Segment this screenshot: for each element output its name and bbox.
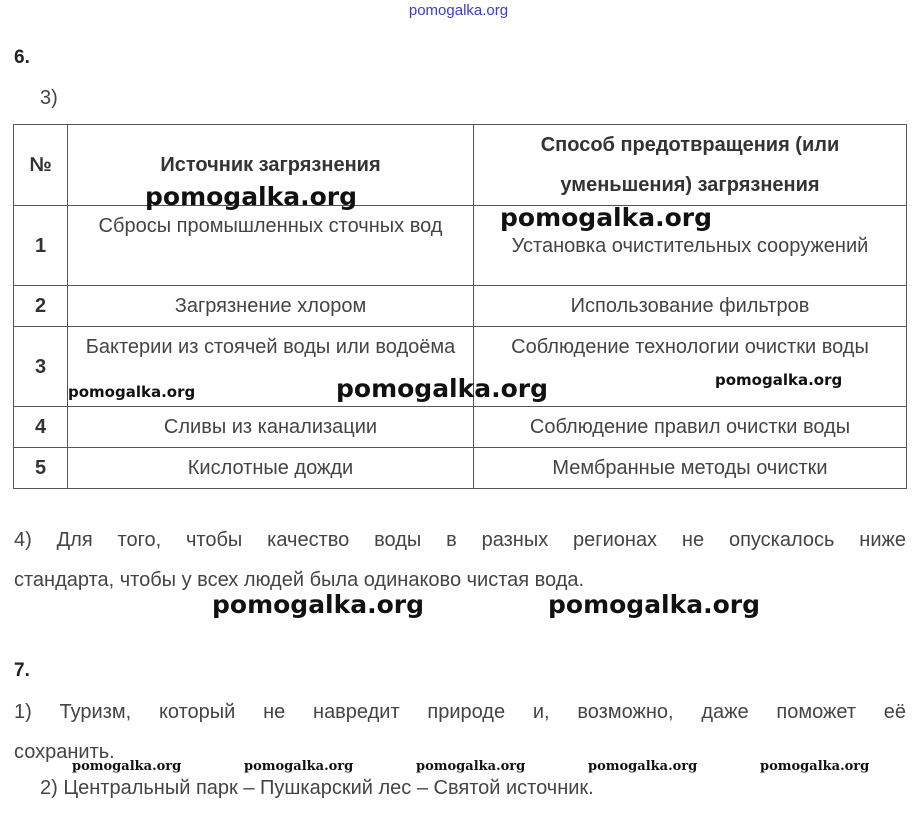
task-6-number: 6. — [14, 47, 30, 68]
row-number: 4 — [14, 407, 68, 448]
watermark: pomogalka.org — [588, 759, 698, 774]
row-number: 1 — [14, 206, 68, 286]
row-method: Установка очистительных сооружений — [474, 206, 907, 286]
row-source: Загрязнение хлором — [68, 286, 474, 327]
task-7-number: 7. — [14, 660, 30, 681]
header-source: Источник загрязнения — [68, 125, 474, 206]
watermark: pomogalka.org — [500, 203, 713, 232]
watermark: pomogalka.org — [244, 759, 354, 774]
table-row — [14, 206, 907, 286]
watermark: pomogalka.org — [72, 759, 182, 774]
watermark: pomogalka.org — [68, 383, 196, 401]
row-source: Кислотные дожди — [68, 448, 474, 489]
header-number: № — [14, 125, 68, 206]
task-7-sub-1-line-2: сохранить. — [14, 741, 115, 763]
row-number: 5 — [14, 448, 68, 489]
row-method: Использование фильтров — [474, 286, 907, 327]
task-6-sub-4 — [14, 520, 906, 600]
watermark: pomogalka.org — [336, 374, 549, 403]
task-7-sub-2: 2) Центральный парк – Пушкарский лес – Святой источник. — [40, 777, 594, 799]
site-watermark-top[interactable]: pomogalka.org — [408, 2, 509, 19]
watermark: pomogalka.org — [145, 182, 358, 211]
row-method: Соблюдение правил очистки воды — [474, 407, 907, 448]
table-row — [14, 448, 907, 489]
task-6-sub-4-line-2: стандарта, чтобы у всех людей была одинаково чистая вода. — [14, 569, 585, 591]
watermark: pomogalka.org — [416, 759, 526, 774]
row-number: 3 — [14, 327, 68, 407]
watermark: pomogalka.org — [715, 371, 843, 389]
row-number: 2 — [14, 286, 68, 327]
watermark: pomogalka.org — [760, 759, 870, 774]
watermark: pomogalka.org — [212, 590, 425, 619]
table-row — [14, 407, 907, 448]
row-source: Сбросы промышленных сточных вод — [68, 206, 474, 286]
row-source: Бактерии из стоячей воды или водоёма — [68, 327, 474, 407]
task-7-sub-1-line-1: 1) Туризм, который не навредит природе и, возможно, даже поможет её — [14, 701, 906, 723]
task-6-sub-4-line-1: 4) Для того, чтобы качество воды в разных регионах не опускалось ниже — [14, 529, 906, 551]
watermark: pomogalka.org — [548, 590, 761, 619]
header-method: Способ предотвращения (или уменьшения) загрязнения — [474, 125, 907, 206]
task-6-sub-3: 3) — [40, 87, 58, 109]
pollution-table — [13, 124, 907, 489]
row-method: Мембранные методы очистки — [474, 448, 907, 489]
row-method: Соблюдение технологии очистки воды — [474, 327, 907, 407]
table-row — [14, 286, 907, 327]
row-source: Сливы из канализации — [68, 407, 474, 448]
